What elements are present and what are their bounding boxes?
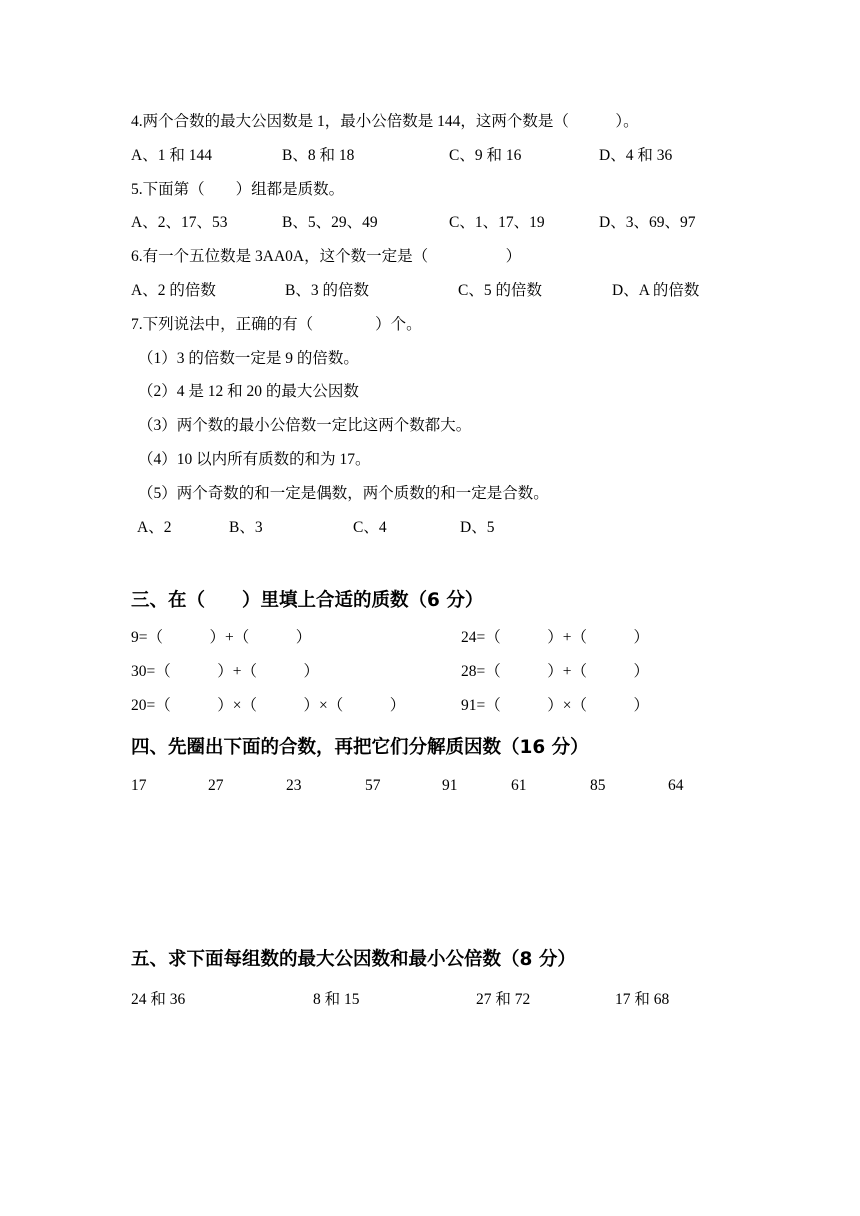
question-7-option-a: A、2 — [137, 519, 172, 536]
section-4-number: 61 — [511, 777, 527, 794]
question-5-option-b: B、5、29、49 — [282, 214, 378, 231]
section-4-number: 91 — [442, 777, 458, 794]
question-7-option-b: B、3 — [229, 519, 263, 536]
question-5-stem: 5.下面第（ ）组都是质数。 — [131, 181, 345, 198]
section-3-row-3-left: 20=（ ）×（ ）×（ ） — [131, 697, 406, 714]
question-6-option-c: C、5 的倍数 — [458, 282, 542, 299]
section-5-pair: 27 和 72 — [476, 991, 531, 1008]
section-4-number: 23 — [286, 777, 302, 794]
section-3-row-1-right: 24=（ ）+（ ） — [461, 629, 649, 646]
section-4-number: 57 — [365, 777, 381, 794]
question-4-option-b: B、8 和 18 — [282, 147, 355, 164]
question-6-stem: 6.有一个五位数是 3AA0A，这个数一定是（ ） — [131, 248, 522, 265]
section-3-heading: 三、在（ ）里填上合适的质数（6 分） — [131, 590, 484, 611]
question-4-option-a: A、1 和 144 — [131, 147, 212, 164]
section-3-row-2-right: 28=（ ）+（ ） — [461, 663, 649, 680]
question-6-option-b: B、3 的倍数 — [285, 282, 369, 299]
section-4-number: 27 — [208, 777, 224, 794]
question-7-statement-4: （4）10 以内所有质数的和为 17。 — [138, 451, 371, 468]
question-6-option-a: A、2 的倍数 — [131, 282, 216, 299]
question-5-option-c: C、1、17、19 — [449, 214, 545, 231]
question-7-statement-5: （5）两个奇数的和一定是偶数，两个质数的和一定是合数。 — [138, 485, 549, 502]
question-7-option-c: C、4 — [353, 519, 387, 536]
question-4-option-d: D、4 和 36 — [599, 147, 673, 164]
question-4-stem: 4.两个合数的最大公因数是 1，最小公倍数是 144，这两个数是（ ）。 — [131, 113, 639, 130]
question-7-statement-3: （3）两个数的最小公倍数一定比这两个数都大。 — [138, 417, 472, 434]
section-3-row-2-left: 30=（ ）+（ ） — [131, 663, 319, 680]
section-5-pair: 24 和 36 — [131, 991, 186, 1008]
question-7-stem: 7.下列说法中，正确的有（ ）个。 — [131, 316, 422, 333]
question-7-statement-1: （1）3 的倍数一定是 9 的倍数。 — [138, 350, 359, 367]
section-4-number: 85 — [590, 777, 606, 794]
question-7-statement-2: （2）4 是 12 和 20 的最大公因数 — [138, 383, 359, 400]
question-4-option-c: C、9 和 16 — [449, 147, 522, 164]
section-5-pair: 8 和 15 — [313, 991, 360, 1008]
section-3-row-3-right: 91=（ ）×（ ） — [461, 697, 649, 714]
section-3-row-1-left: 9=（ ）+（ ） — [131, 629, 312, 646]
section-4-heading: 四、先圈出下面的合数，再把它们分解质因数（16 分） — [131, 737, 589, 758]
question-7-option-d: D、5 — [460, 519, 495, 536]
section-4-number: 17 — [131, 777, 147, 794]
section-4-number: 64 — [668, 777, 684, 794]
question-5-option-d: D、3、69、97 — [599, 214, 696, 231]
section-5-pair: 17 和 68 — [615, 991, 670, 1008]
question-5-option-a: A、2、17、53 — [131, 214, 228, 231]
section-5-heading: 五、求下面每组数的最大公因数和最小公倍数（8 分） — [131, 949, 576, 970]
question-6-option-d: D、A 的倍数 — [612, 282, 700, 299]
